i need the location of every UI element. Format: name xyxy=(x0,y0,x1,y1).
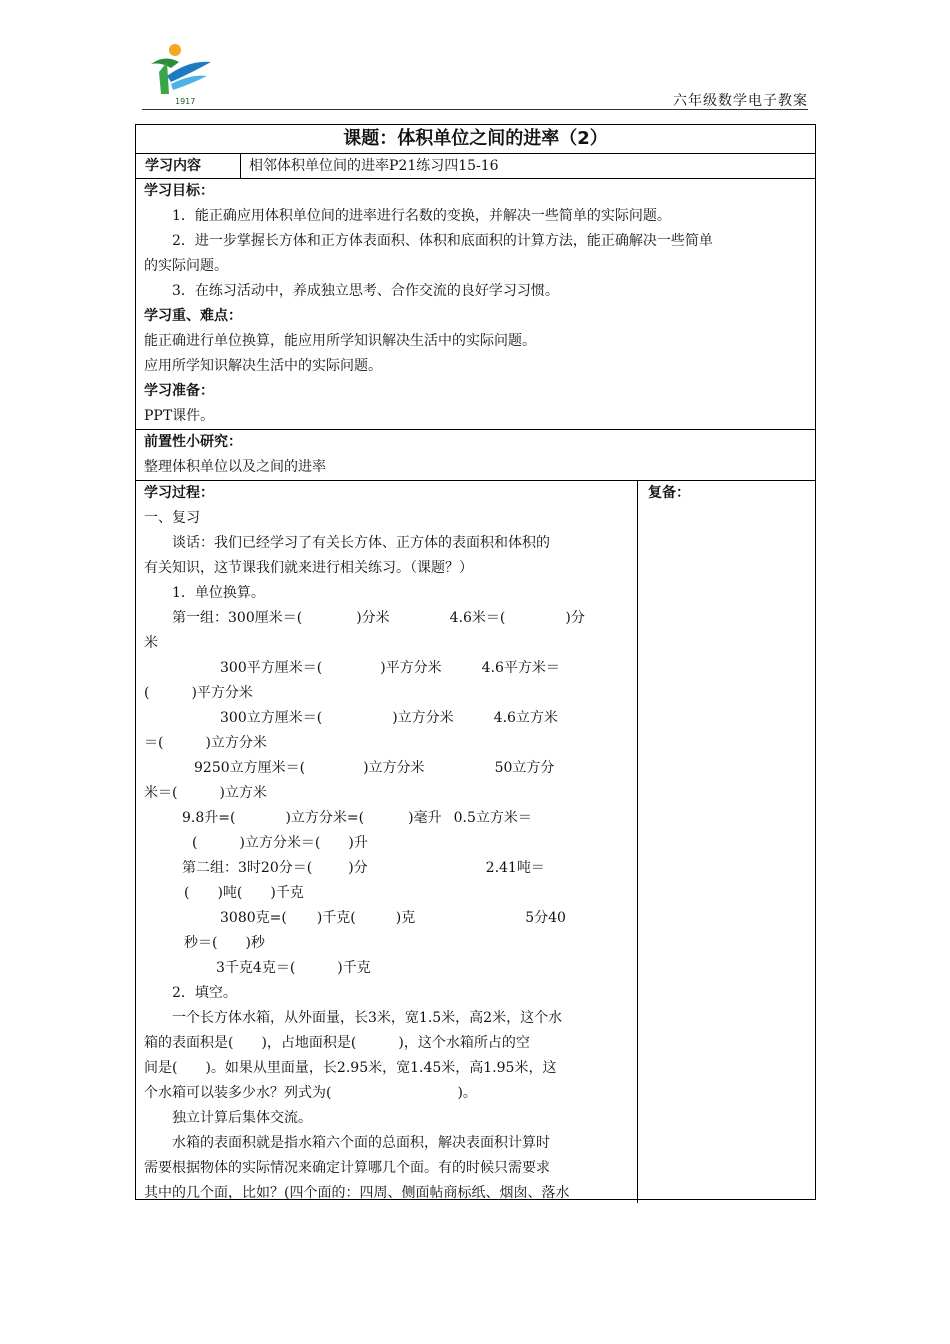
problem-line: 一个长方体水箱，从外面量，长3米，宽1.5米，高2米，这个水 xyxy=(172,1010,563,1026)
fill-blank-line: 2．填空。 xyxy=(172,985,237,1001)
keypoints-heading: 学习重、难点： xyxy=(144,308,242,324)
header-rule xyxy=(142,109,808,110)
goals-section xyxy=(136,179,815,430)
side-heading: 复备： xyxy=(648,485,690,501)
group2-row: 第二组：3时20分＝( )分 2.41吨＝ xyxy=(182,860,545,876)
prep-line: PPT课件。 xyxy=(144,408,215,424)
conversion-row: 3千克4克＝( )千克 xyxy=(216,960,371,976)
goal-line: 2．进一步掌握长方体和正方体表面积、体积和底面积的计算方法，能正确解决一些简单 xyxy=(172,233,713,249)
wrap-line: ( )吨( )千克 xyxy=(184,885,304,901)
talk-line: 有关知识，这节课我们就来进行相关练习。（课题？） xyxy=(144,560,473,576)
goals-heading: 学习目标： xyxy=(144,183,214,199)
talk-line: 谈话：我们已经学习了有关长方体、正方体的表面积和体积的 xyxy=(172,535,550,551)
goal-line: 3．在练习活动中，养成独立思考、合作交流的良好学习习惯。 xyxy=(172,283,559,299)
explanation-line: 水箱的表面积就是指水箱六个面的总面积，解决表面积计算时 xyxy=(172,1135,550,1151)
process-main xyxy=(136,481,638,1203)
lesson-plan-table xyxy=(135,124,816,1200)
conversion-row: 300立方厘米＝( )立方分米 4.6立方米 xyxy=(220,710,558,726)
goal-line: 1．能正确应用体积单位间的进率进行名数的变换，并解决一些简单的实际问题。 xyxy=(172,208,671,224)
header-title: 六年级数学电子教案 xyxy=(673,93,808,109)
wrap-line: 米＝( )立方米 xyxy=(144,785,267,801)
process-heading: 学习过程： xyxy=(144,485,214,501)
group1-row: 第一组：300厘米＝( )分米 4.6米＝( )分 xyxy=(172,610,585,626)
problem-line: 个水箱可以装多少水？列式为( )。 xyxy=(144,1085,477,1101)
keypoint-line: 能正确进行单位换算，能应用所学知识解决生活中的实际问题。 xyxy=(144,333,536,349)
process-side xyxy=(638,481,815,1203)
pre-research-line: 整理体积单位以及之间的进率 xyxy=(144,459,326,475)
goal-line: 的实际问题。 xyxy=(144,258,228,274)
keypoint-line: 应用所学知识解决生活中的实际问题。 xyxy=(144,358,382,374)
explanation-line: 其中的几个面，比如？(四个面的：四周、侧面帖商标纸、烟囱、落水 xyxy=(144,1185,570,1201)
unit-conversion-line: 1．单位换算。 xyxy=(172,585,265,601)
lesson-title: 课题：体积单位之间的进率（2） xyxy=(136,125,815,154)
wrap-line: ＝( )立方分米 xyxy=(144,735,267,751)
pre-research-heading: 前置性小研究： xyxy=(144,434,242,450)
problem-line: 箱的表面积是( )，占地面积是( )，这个水箱所占的空 xyxy=(144,1035,530,1051)
wrap-line: ( )平方分米 xyxy=(144,685,253,701)
prep-heading: 学习准备： xyxy=(144,383,214,399)
wrap-line: 米 xyxy=(144,635,158,651)
conversion-row: 3080克=( )千克( )克 5分40 xyxy=(220,910,566,926)
conversion-row: 9250立方厘米＝( )立方分米 50立方分 xyxy=(194,760,555,776)
content-row xyxy=(136,154,815,179)
problem-line: 间是( )。如果从里面量，长2.95米，宽1.45米，高1.95米，这 xyxy=(144,1060,557,1076)
content-value: 相邻体积单位间的进率P21练习四15-16 xyxy=(249,158,499,174)
conversion-row: 300平方厘米＝( )平方分米 4.6平方米＝ xyxy=(220,660,560,676)
content-label: 学习内容 xyxy=(136,154,241,178)
explanation-line: 需要根据物体的实际情况来确定计算哪几个面。有的时候只需要求 xyxy=(144,1160,550,1176)
calc-line: 独立计算后集体交流。 xyxy=(172,1110,312,1126)
wrap-line: 秒＝( )秒 xyxy=(184,935,265,951)
review-line: 一、复习 xyxy=(144,510,200,526)
conversion-row: 9.8升=( )立方分米=( )毫升 0.5立方米＝ xyxy=(182,810,532,826)
svg-text:1917: 1917 xyxy=(175,97,196,106)
wrap-line: ( )立方分米＝( )升 xyxy=(192,835,368,851)
process-section xyxy=(136,481,815,1203)
school-logo xyxy=(145,42,217,108)
pre-research-section xyxy=(136,430,815,481)
